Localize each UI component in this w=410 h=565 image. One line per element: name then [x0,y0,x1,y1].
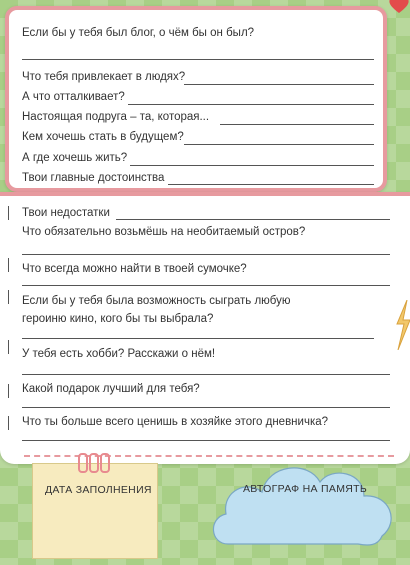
question-value: Что ты больше всего ценишь в хозяйке этого дневничка? [22,416,329,428]
answer-line[interactable] [184,144,374,145]
question-island: Что обязательно возьмёшь на необитаемый остров? [22,226,306,238]
question-movie-line1: Если бы у тебя была возможность сыграть любую [22,295,291,307]
answer-line[interactable] [22,440,390,441]
autograph-label: АВТОГРАФ НА ПАМЯТЬ [243,483,368,495]
dash-mark [8,290,9,304]
question-live: А где хочешь жить? [22,152,128,164]
answer-line[interactable] [116,219,390,220]
answer-line[interactable] [22,59,374,60]
question-friend: Настоящая подруга – та, которая... [22,111,210,123]
dash-mark [8,206,9,220]
autograph-cloud[interactable] [208,456,398,550]
date-note[interactable] [32,463,158,559]
answer-line[interactable] [128,104,374,105]
question-hobby: У тебя есть хобби? Расскажи о нём! [22,348,216,360]
answer-line[interactable] [130,165,374,166]
dash-mark [8,384,9,398]
heart-icon [388,0,410,14]
answer-line[interactable] [22,254,390,255]
dash-mark [8,258,9,272]
lightning-icon [395,300,410,350]
ring-icon [89,453,99,473]
dash-mark [8,416,9,430]
ring-icon [100,453,110,473]
date-label: ДАТА ЗАПОЛНЕНИЯ [45,484,152,496]
question-weaknesses: Твои недостатки [22,207,110,219]
question-purse: Что всегда можно найти в твоей сумочке? [22,263,247,275]
answer-line[interactable] [184,84,374,85]
answer-line[interactable] [220,124,374,125]
question-strengths: Твои главные достоинства [22,172,165,184]
answer-line[interactable] [22,285,390,286]
answer-line[interactable] [168,184,374,185]
dash-mark [8,340,9,354]
answer-line[interactable] [22,374,390,375]
question-attracts: Что тебя привлекает в людях? [22,71,186,83]
question-gift: Какой подарок лучший для тебя? [22,383,200,395]
question-movie-line2: героиню кино, кого бы ты выбрала? [22,313,214,325]
answer-line[interactable] [22,407,390,408]
answer-line[interactable] [22,338,374,339]
question-repels: А что отталкивает? [22,91,125,103]
question-blog: Если бы у тебя был блог, о чём бы он был? [22,27,255,39]
question-future: Кем хочешь стать в будущем? [22,131,184,143]
ring-icon [78,453,88,473]
